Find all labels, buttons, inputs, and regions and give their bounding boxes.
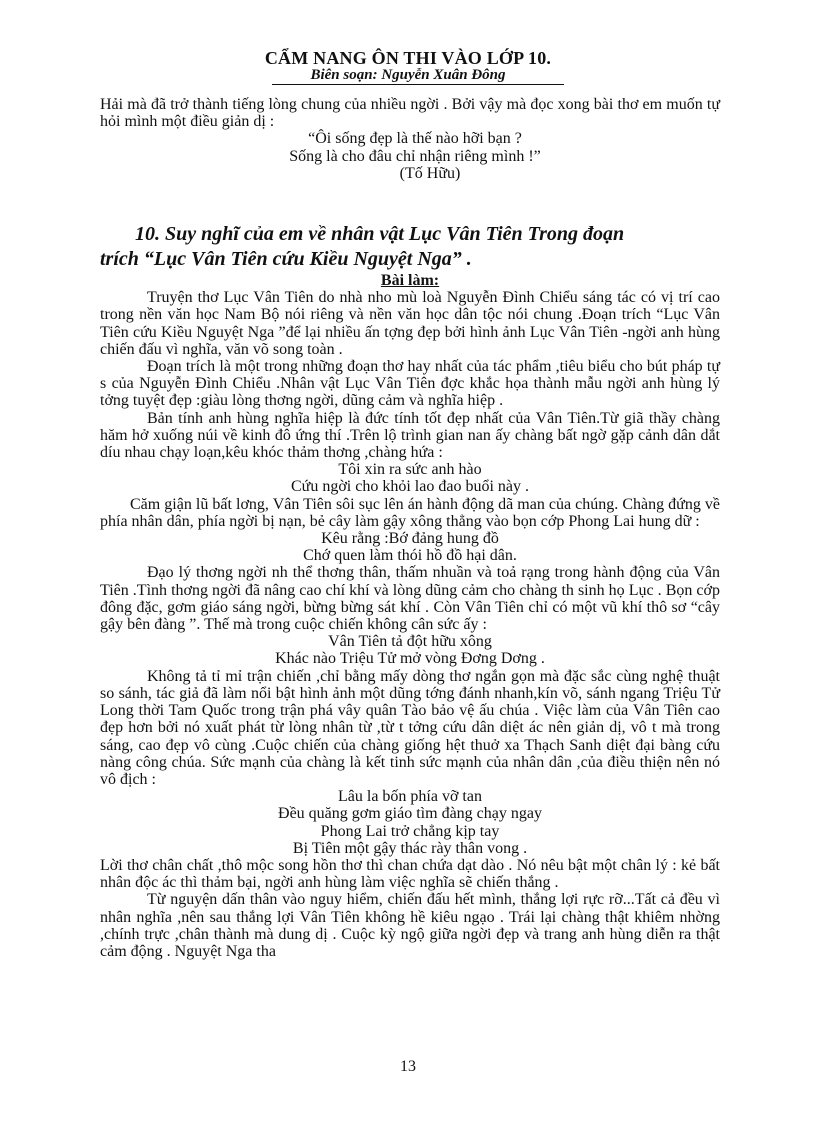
paragraph: Đoạn trích là một trong những đoạn thơ hay nhất của tác phẩm ,tiêu biểu cho bút pháp tự s của Nguyễn Đình Chiểu .Nhân vật Lục Vân Tiên đợc khắc họa thành mẫu ngời anh hùng lý tởng tuyệt đẹp :giàu lòng thơng ngời, dũng cảm và nghĩa hiệp . xyxy=(100,358,720,410)
verse-line: Vân Tiên tả đột hữu xông xyxy=(328,633,492,651)
verse-line: Đều quăng gơm giáo tìm đàng chạy ngay xyxy=(278,805,542,823)
verse-source: (Tố Hữu) xyxy=(399,164,461,182)
header-title: CẨM NANG ÔN THI VÀO LỚP 10. xyxy=(264,48,552,68)
verse-line: Kêu rằng :Bớ đảng hung đồ xyxy=(321,530,499,548)
section-title-line1: Suy nghĩ của em về nhân vật Lục Vân Tiên Trong đoạn xyxy=(165,223,625,246)
verse-line: “Ôi sống đẹp là thế nào hỡi bạn ? xyxy=(308,130,522,148)
verse-line: Khác nào Triệu Tử mở vòng Đơng Dơng . xyxy=(275,650,545,668)
verse-line: Chớ quen làm thói hồ đồ hại dân. xyxy=(303,547,517,565)
verse-line: Lâu la bốn phía vỡ tan xyxy=(338,788,482,806)
page-number: 13 xyxy=(400,1058,416,1075)
header-divider xyxy=(272,84,564,85)
paragraph: Lời thơ chân chất ,thô mộc song hồn thơ thì chan chứa dạt dào . Nó nêu bật một chân lý : kẻ bất nhân độc ác thì thảm bại, ngời anh hùng làm việc nghĩa sẽ chiến thắng . xyxy=(100,856,720,892)
section-title xyxy=(100,222,720,272)
paragraph: Từ nguyện dấn thân vào nguy hiểm, chiến đấu hết mình, thắng lợi rực rỡ...Tất cả đều vì nhân nghĩa ,nên sau thắng lợi Vân Tiên không hề kiêu ngạo . Trái lại chàng thật khiêm nhờng ,chính trực ,chân thành mà dung dị . Cuộc kỳ ngộ giữa ngời đẹp và trang anh hùng diễn ra thật cảm động . Nguyệt Nga tha xyxy=(100,891,720,960)
verse-line: Sống là cho đâu chỉ nhận riêng mình !” xyxy=(289,147,541,165)
page-body xyxy=(100,96,720,960)
verse-line: Bị Tiên một gậy thác rày thân vong . xyxy=(292,839,528,857)
verse-line: Cứu ngời cho khỏi lao đao buổi này . xyxy=(291,478,529,496)
verse-line: Phong Lai trở chẳng kịp tay xyxy=(320,822,500,840)
paragraph: Đạo lý thơng ngời nh thể thơng thân, thấm nhuần và toả rạng trong hành động của Vân Tiên .Tình thơng ngời đã nâng cao chí khí và lòng dũng cảm cho chàng th sinh họ Lục . Bọn cớp đông đặc, gơm giáo sáng ngời, bừng bừng sát khí . Còn Vân Tiên chỉ có một vũ khí thô sơ “cây gậy bên đàng ”. Thế mà trong cuộc chiến không cân sức ấy : xyxy=(100,564,720,634)
paragraph: Không tả tỉ mỉ trận chiến ,chỉ bằng mấy dòng thơ ngắn gọn mà đặc sắc cùng nghệ thuật so sánh, tác giả đã làm nổi bật hình ảnh một dũng tớng đánh nhanh,kín võ, sánh ngang Triệu Tử Long thời Tam Quốc trong trận phá vây quân Tào bảo vệ ấu chúa . Việc làm của Vân Tiên cao đẹp hơn bởi nó xuất phát từ lòng nhân từ ,từ t tởng cứu dân diệt ác nên giản dị, vô t mà trong sáng, cao đẹp vô cùng .Cuộc chiến của chàng giống hệt thuở xa Thạch Sanh diệt đại bàng cứu nàng công chúa. Sức mạnh của chàng là kết tinh sức mạnh của nhân dân ,của điều thiện nên nó vô địch : xyxy=(100,667,720,788)
header-author: Biên soạn: Nguyễn Xuân Đông xyxy=(310,67,506,83)
paragraph: Căm giận lũ bất lơng, Vân Tiên sôi sục lên án hành động dã man của chúng. Chàng đứng về phía nhân dân, phía ngời bị nạn, bẻ cây làm gậy xông thẳng vào bọn cớp Phong Lai hung dữ : xyxy=(100,495,720,530)
intro-paragraph: Hải mà đã trở thành tiếng lòng chung của nhiều ngời . Bởi vậy mà đọc xong bài thơ em muốn tự hỏi mình một điều giản dị : xyxy=(100,96,720,131)
paragraph: Truyện thơ Lục Vân Tiên do nhà nho mù loà Nguyễn Đình Chiểu sáng tác có vị trí cao trong nền văn học Nam Bộ nói riêng và nền văn học dân tộc nói chung .Đoạn trích “Lục Vân Tiên cứu Kiều Nguyệt Nga ”để lại nhiều ấn tợng đẹp bởi hình ảnh Lục Vân Tiên -ngời anh hùng chiến đấu vì nghĩa, văn võ song toàn . xyxy=(100,289,720,358)
essay-label: Bài làm: xyxy=(380,272,440,290)
section-title-line2: trích “Lục Vân Tiên cứu Kiều Nguyệt Nga” . xyxy=(100,248,472,271)
verse-line: Tôi xin ra sức anh hào xyxy=(338,461,482,479)
spacer xyxy=(100,182,720,222)
section-number: 10. xyxy=(135,223,160,246)
paragraph: Bản tính anh hùng nghĩa hiệp là đức tính tốt đẹp nhất của Vân Tiên.Từ giã thầy chàng hăm hở xuống núi về kinh đô ứng thí .Trên lộ trình gian nan ấy chàng bất ngờ gặp cảnh dân dắt díu nhau chạy loạn,kêu khóc thảm thơng ,chàng hứa : xyxy=(100,409,720,462)
